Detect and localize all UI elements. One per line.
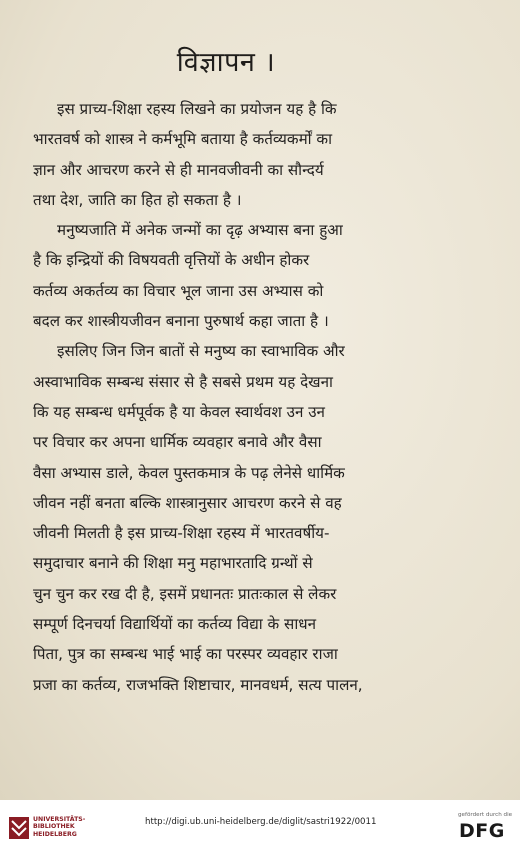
text-line: सम्पूर्ण दिनचर्या विद्यार्थियों का कर्तव्य विद्या के साधन — [33, 615, 317, 634]
text-line: पर विचार कर अपना धार्मिक व्यवहार बनावे और वैसा — [33, 433, 322, 452]
text-line: जीवनी मिलती है इस प्राच्य-शिक्षा रहस्य में भारतवर्षीय- — [33, 524, 330, 543]
body-text — [33, 94, 463, 700]
text-line: भारतवर्ष को शास्त्र ने कर्मभूमि बताया है कर्तव्यकर्मों का — [33, 130, 333, 149]
university-library-logo-icon — [8, 816, 30, 840]
text-line: समुदाचार बनाने की शिक्षा मनु महाभारतादि ग्रन्थों से — [33, 554, 313, 573]
text-line: इसलिए जिन जिन बातों से मनुष्य का स्वाभाविक और — [57, 342, 345, 361]
text-line: मनुष्यजाति में अनेक जन्मों का दृढ़ अभ्यास बना हुआ — [57, 221, 343, 240]
funding-note: gefördert durch die — [458, 812, 513, 818]
text-line: कि यह सम्बन्ध धर्मपूर्वक है या केवल स्वार्थवश उन उन — [33, 402, 325, 421]
source-url-link[interactable]: http://digi.ub.uni-heidelberg.de/diglit/sastri1922/0011 — [145, 817, 377, 827]
dfg-logo: DFG — [459, 820, 505, 842]
text-line: अस्वाभाविक सम्बन्ध संसार से है सबसे प्रथम यह देखना — [33, 372, 333, 391]
text-line: बदल कर शास्त्रीयजीवन बनाना पुरुषार्थ कहा जाता है । — [33, 312, 329, 331]
library-name: UNIVERSITÄTS- BIBLIOTHEK HEIDELBERG — [33, 816, 86, 838]
text-line: है कि इन्द्रियों की विषयवती वृत्तियों के अधीन होकर — [33, 251, 310, 270]
text-line: जीवन नहीं बनता बल्कि शास्त्रानुसार आचरण करने से वह — [33, 493, 342, 512]
text-line: वैसा अभ्यास डाले, केवल पुस्तकमात्र के पढ़ लेनेसे धार्मिक — [33, 463, 345, 482]
text-line: तथा देश, जाति का हित हो सकता है । — [33, 190, 242, 209]
text-line: चुन चुन कर रख दी है, इसमें प्रधानतः प्रातःकाल से लेकर — [33, 584, 337, 603]
text-line: कर्तव्य अकर्तव्य का विचार भूल जाना उस अभ्यास को — [33, 281, 324, 300]
text-line: ज्ञान और आचरण करने से ही मानवजीवनी का सौन्दर्य — [33, 160, 324, 179]
text-line: इस प्राच्य-शिक्षा रहस्य लिखने का प्रयोजन यह है कि — [57, 100, 337, 118]
text-line: पिता, पुत्र का सम्बन्ध भाई भाई का परस्पर व्यवहार राजा — [33, 645, 338, 664]
page-title: विज्ञापन । — [176, 47, 276, 78]
text-line: प्रजा का कर्तव्य, राजभक्ति शिष्टाचार, मानवधर्म, सत्य पालन, — [33, 675, 363, 694]
